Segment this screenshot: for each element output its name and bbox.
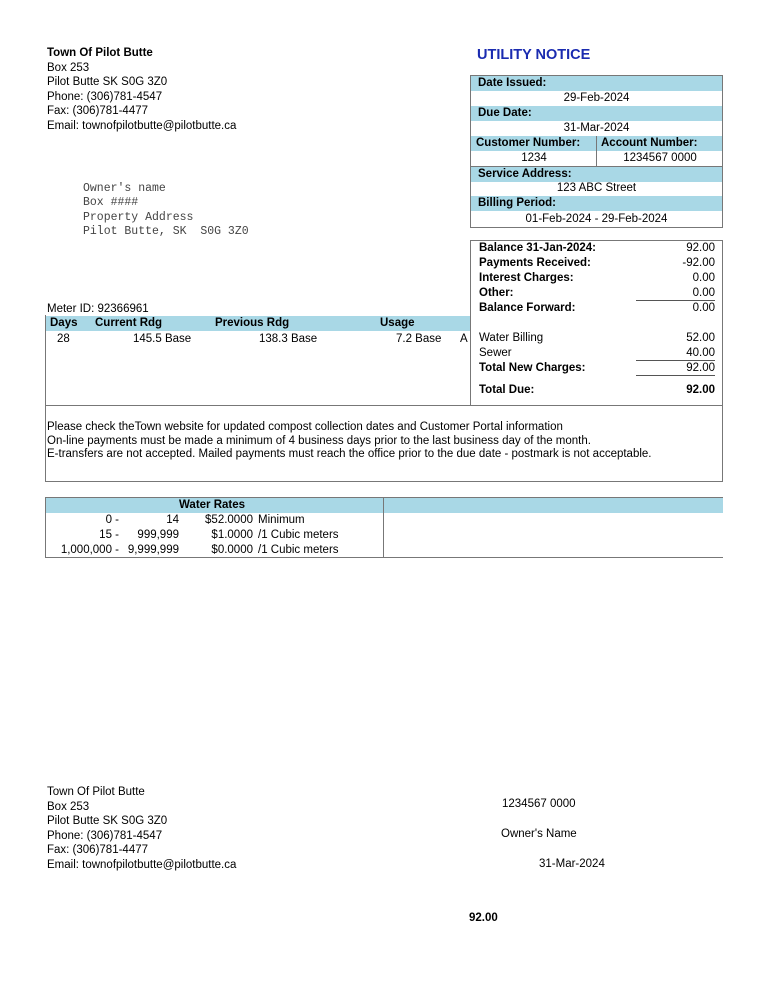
stub-town-email: Email: townofpilotbutte@pilotbutte.ca bbox=[47, 858, 237, 871]
new-charges-row bbox=[479, 361, 715, 376]
sewer-label: Sewer bbox=[479, 347, 512, 359]
water-rates-header bbox=[45, 498, 723, 513]
new-charges-label: Total New Charges: bbox=[479, 362, 586, 374]
stub-town-fax: Fax: (306)781-4477 bbox=[47, 844, 149, 856]
sender-address bbox=[47, 46, 236, 133]
town-name: Town Of Pilot Butte bbox=[47, 47, 153, 59]
account-info-box bbox=[470, 75, 723, 228]
rate-amount: $52.0000 bbox=[205, 514, 253, 526]
meter-col-previous: Previous Rdg bbox=[215, 317, 290, 329]
number-divider bbox=[596, 136, 597, 166]
balance-row bbox=[479, 241, 715, 256]
billing-period-label-row bbox=[471, 196, 722, 211]
other-row bbox=[479, 286, 715, 301]
rate-from: 15 - bbox=[99, 529, 119, 541]
message-divider bbox=[45, 405, 723, 406]
rate-amount: $1.0000 bbox=[211, 529, 253, 541]
frame-top-mask bbox=[45, 240, 470, 241]
rate-to: 14 bbox=[166, 514, 179, 526]
billing-period-value: 01-Feb-2024 - 29-Feb-2024 bbox=[525, 213, 668, 225]
meter-col-current: Current Rdg bbox=[95, 317, 163, 329]
rates-divider bbox=[383, 498, 384, 557]
date-issued-label: Date Issued: bbox=[478, 77, 547, 89]
rate-to: 9,999,999 bbox=[127, 544, 179, 556]
stub-town-city: Pilot Butte SK S0G 3Z0 bbox=[47, 815, 168, 827]
water-row bbox=[479, 331, 715, 346]
stub-town-box: Box 253 bbox=[47, 800, 90, 813]
meter-col-usage: Usage bbox=[380, 317, 415, 329]
town-fax: Fax: (306)781-4477 bbox=[47, 105, 149, 117]
service-address-label-row bbox=[471, 166, 722, 182]
billing-period-label: Billing Period: bbox=[478, 197, 556, 209]
rate-to: 999,999 bbox=[137, 529, 179, 541]
water-label: Water Billing bbox=[479, 332, 544, 344]
owner-city: Pilot Butte, SK S0G 3Z0 bbox=[83, 224, 249, 238]
rate-row bbox=[45, 513, 383, 528]
rate-row bbox=[45, 543, 383, 558]
stub-due-date: 31-Mar-2024 bbox=[539, 858, 605, 870]
notice-title: UTILITY NOTICE bbox=[477, 47, 591, 63]
stub-town-phone: Phone: (306)781-4547 bbox=[47, 829, 163, 842]
rate-row bbox=[45, 528, 383, 543]
meter-row bbox=[46, 332, 470, 347]
town-box: Box 253 bbox=[47, 61, 90, 74]
town-email: Email: townofpilotbutte@pilotbutte.ca bbox=[47, 119, 237, 132]
stub-amount: 92.00 bbox=[469, 912, 498, 924]
stub-owner-name: Owner's Name bbox=[501, 828, 577, 840]
date-issued-label-row bbox=[471, 76, 722, 91]
meter-previous: 138.3 Base bbox=[259, 333, 318, 345]
due-date-label-row bbox=[471, 106, 722, 121]
service-address-label: Service Address: bbox=[478, 168, 572, 180]
payments-label: Payments Received: bbox=[479, 257, 591, 269]
forward-row bbox=[479, 301, 715, 316]
date-issued-value: 29-Feb-2024 bbox=[563, 92, 630, 104]
due-date-label: Due Date: bbox=[478, 107, 532, 119]
message-line: Please check theTown website for updated compost collection dates and Customer Portal information bbox=[47, 421, 563, 433]
new-charges-value: 92.00 bbox=[686, 362, 715, 374]
rate-from: 0 - bbox=[105, 514, 119, 526]
remittance-address bbox=[47, 785, 236, 872]
other-label: Other: bbox=[479, 287, 514, 299]
new-charges-underline bbox=[636, 375, 715, 376]
interest-label: Interest Charges: bbox=[479, 272, 574, 284]
stub-account-number: 1234567 0000 bbox=[502, 798, 576, 810]
sewer-value: 40.00 bbox=[686, 347, 715, 359]
account-summary bbox=[470, 240, 723, 405]
total-due-value: 92.00 bbox=[686, 384, 715, 396]
owner-address bbox=[83, 182, 249, 239]
water-value: 52.00 bbox=[686, 332, 715, 344]
payments-row bbox=[479, 256, 715, 271]
rate-unit: Minimum bbox=[258, 514, 305, 526]
other-value: 0.00 bbox=[692, 287, 715, 299]
service-address-value: 123 ABC Street bbox=[556, 182, 637, 194]
balance-value: 92.00 bbox=[686, 242, 715, 254]
meter-usage: 7.2 Base bbox=[396, 333, 442, 345]
owner-box: Box #### bbox=[83, 196, 139, 210]
rate-unit: /1 Cubic meters bbox=[258, 544, 339, 556]
rate-from: 1,000,000 - bbox=[60, 544, 119, 556]
stub-town-name: Town Of Pilot Butte bbox=[47, 786, 145, 798]
owner-name: Owner's name bbox=[83, 182, 166, 195]
frame-left-mask bbox=[45, 240, 46, 315]
rate-unit: /1 Cubic meters bbox=[258, 529, 339, 541]
owner-property: Property Address bbox=[83, 210, 194, 224]
account-number-value: 1234567 0000 bbox=[623, 152, 697, 164]
town-phone: Phone: (306)781-4547 bbox=[47, 90, 163, 103]
meter-id: Meter ID: 92366961 bbox=[47, 303, 149, 315]
interest-row bbox=[479, 271, 715, 286]
town-city: Pilot Butte SK S0G 3Z0 bbox=[47, 76, 168, 88]
total-due-row bbox=[479, 383, 715, 398]
customer-number-value: 1234 bbox=[521, 152, 547, 164]
forward-label: Balance Forward: bbox=[479, 302, 576, 314]
total-due-label: Total Due: bbox=[479, 384, 535, 396]
payments-value: -92.00 bbox=[682, 257, 715, 269]
water-rates-table bbox=[45, 497, 723, 558]
meter-days: 28 bbox=[57, 333, 70, 345]
rate-amount: $0.0000 bbox=[211, 544, 253, 556]
balance-label: Balance 31-Jan-2024: bbox=[479, 242, 596, 254]
forward-value: 0.00 bbox=[692, 302, 715, 314]
water-rates-title: Water Rates bbox=[179, 499, 246, 511]
customer-number-label: Customer Number: bbox=[476, 137, 581, 149]
sewer-row bbox=[479, 346, 715, 361]
meter-flag: A bbox=[460, 333, 468, 345]
due-date-value: 31-Mar-2024 bbox=[563, 122, 630, 134]
message-line: On-line payments must be made a minimum of 4 business days prior to the last business day of the month. bbox=[47, 434, 591, 447]
notice-messages bbox=[47, 421, 652, 462]
interest-value: 0.00 bbox=[692, 272, 715, 284]
account-number-label: Account Number: bbox=[601, 137, 698, 149]
meter-col-days: Days bbox=[50, 317, 78, 329]
meter-current: 145.5 Base bbox=[133, 333, 192, 345]
meter-header bbox=[46, 316, 470, 331]
message-line: E-transfers are not accepted. Mailed payments must reach the office prior to the due date - postmark is not acceptable. bbox=[47, 448, 652, 460]
